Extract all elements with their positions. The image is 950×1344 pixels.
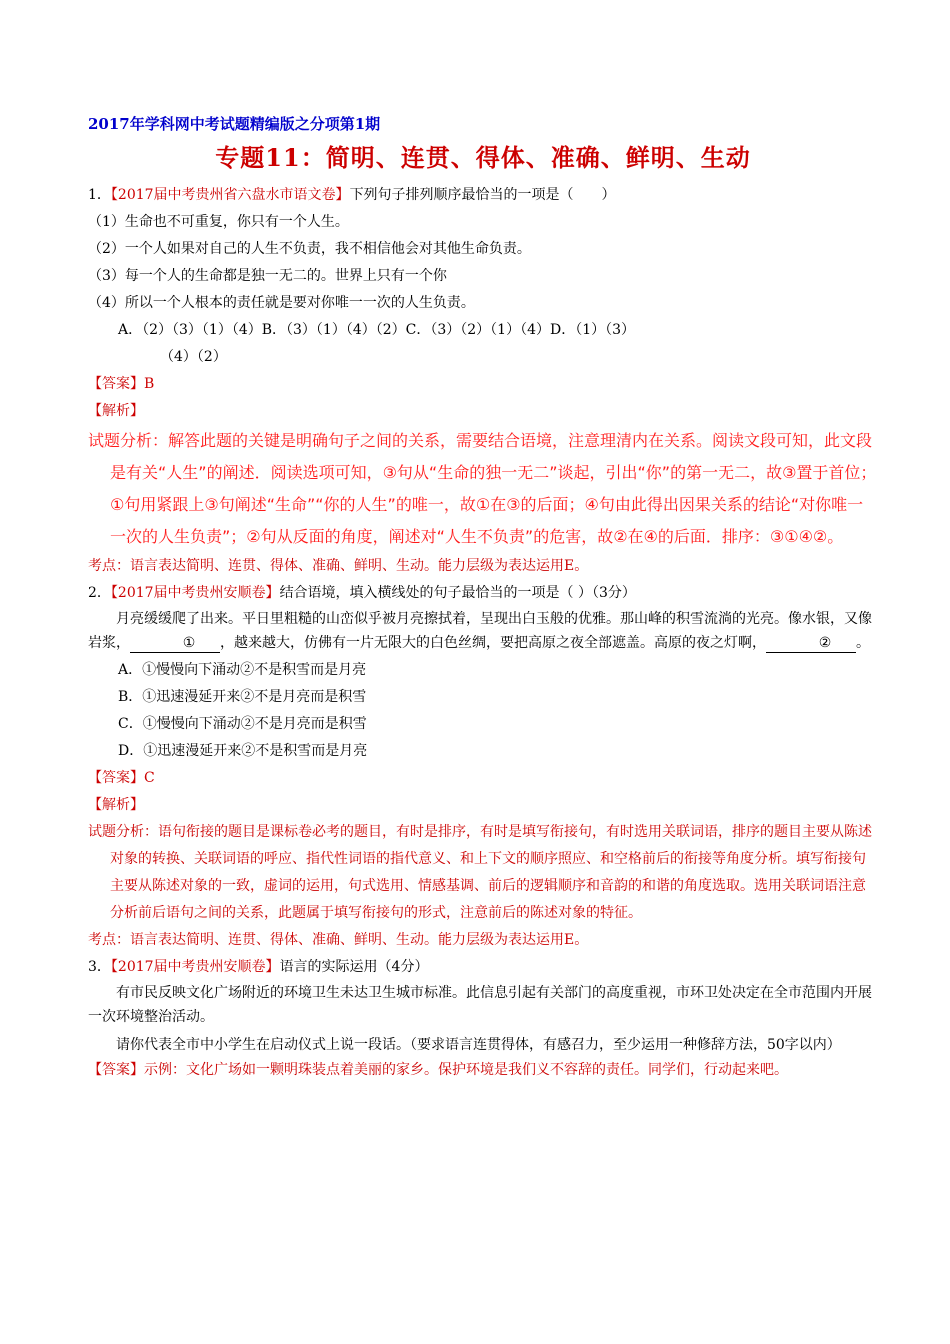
question-source: 【2017届中考贵州省六盘水市语文卷】 (110, 187, 350, 203)
option-b: B．①迅速漫延开来②不是月亮而是积雪 (118, 689, 367, 705)
document-page (88, 112, 878, 1084)
question-3-stem (88, 954, 878, 981)
task-requirement: 请你代表全市中小学生在启动仪式上说一段话。（要求语言连贯得体，有感召力，至少运用一种修辞方法，50字以内） (116, 1037, 841, 1053)
sentence-1: （1）生命也不可重复，你只有一个人生。 (88, 214, 349, 230)
options-line-2: （4）（2） (160, 349, 227, 365)
analysis-tag-2: 【解析】 (88, 797, 144, 813)
question-source: 【2017届中考贵州安顺卷】 (110, 585, 280, 601)
question-1-stem (88, 182, 878, 209)
question-number: 2． (88, 585, 111, 601)
page-title: 专题11：简明、连贯、得体、准确、鲜明、生动 (215, 143, 751, 172)
question-text: 语言的实际运用（4分） (279, 959, 429, 975)
question-2-stem (88, 580, 878, 607)
sentence-3: （3）每一个人的生命都是独一无二的。世界上只有一个你 (88, 268, 447, 284)
question-source: 【2017届中考贵州安顺卷】 (110, 959, 280, 975)
knowledge-point-1: 考点：语言表达简明、连贯、得体、准确、鲜明、生动。能力层级为表达运用E。 (88, 558, 589, 574)
blank-2: ② (766, 634, 856, 653)
series-title: 2017年学科网中考试题精编版之分项第1期 (88, 115, 381, 133)
question-number: 1． (88, 187, 111, 203)
answer-1 (88, 371, 878, 398)
answer-2 (88, 765, 878, 792)
answer-value: C (144, 770, 155, 786)
sentence-2: （2）一个人如果对自己的人生不负责，我不相信他会对其他生命负责。 (88, 241, 531, 257)
option-a: A．①慢慢向下涌动②不是积雪而是月亮 (118, 662, 367, 678)
answer-3 (88, 1057, 878, 1084)
options-line-1: A．（2）（3）（1）（4）B．（3）（1）（4）（2）C．（3）（2）（1）（4）D．（1）（3） (118, 322, 636, 338)
blank-1: ① (130, 634, 220, 653)
analysis-2: 试题分析：语句衔接的题目是课标卷必考的题目，有时是排序，有时是填写衔接句，有时选用关联词语，排序的题目主要从陈述对象的转换、关联词语的呼应、指代性词语的指代意义、和上下文的顺序照应、和空格前后的衔接等角度分析。填写衔接句主要从陈述对象的一致，虚词的运用，句式选用、情感基调、前后的逻辑顺序和音韵的和谐的角度选取。选用关联词语注意分析前后语句之间的关系，此题属于填写衔接句的形式，注意前后的陈述对象的特征。 (88, 824, 872, 921)
question-number: 3． (88, 959, 111, 975)
answer-tag: 【答案】 (88, 1062, 144, 1078)
answer-value: B (144, 376, 155, 392)
option-d: D．①迅速漫延开来②不是积雪而是月亮 (118, 743, 368, 759)
question-text: 结合语境，填入横线处的句子最恰当的一项是（ ）（3分） (279, 585, 636, 601)
sentence-4: （4）所以一个人根本的责任就是要对你唯一一次的人生负责。 (88, 295, 475, 311)
answer-value: 示例：文化广场如一颗明珠装点着美丽的家乡。保护环境是我们义不容辞的责任。同学们，行动起来吧。 (144, 1062, 788, 1078)
task-background: 有市民反映文化广场附近的环境卫生未达卫生城市标准。此信息引起有关部门的高度重视，市环卫处决定在全市范围内开展一次环境整治活动。 (88, 985, 872, 1025)
analysis-tag-1: 【解析】 (88, 403, 144, 419)
knowledge-point-2: 考点：语言表达简明、连贯、得体、准确、鲜明、生动。能力层级为表达运用E。 (88, 932, 589, 948)
question-text: 下列句子排列顺序最恰当的一项是（ ） (349, 187, 616, 203)
option-c: C．①慢慢向下涌动②不是月亮而是积雪 (118, 716, 367, 732)
answer-tag: 【答案】 (88, 376, 144, 392)
reading-passage: 月亮缓缓爬了出来。平日里粗糙的山峦似乎被月亮擦拭着，呈现出白玉般的优雅。那山峰的积雪流淌的光亮。像水银，又像岩浆， ① ，越来越大，仿佛有一片无限大的白色丝绸，要把高原之夜全部遮盖。高原的夜之灯啊， ② 。 (88, 611, 872, 651)
analysis-1: 试题分析：解答此题的关键是明确句子之间的关系，需要结合语境，注意理清内在关系。阅读文段可知，此文段是有关“人生”的阐述．阅读选项可知，③句从“生命的独一无二”谈起，引出“你”的第一无二，故③置于首位；①句用紧跟上③句阐述“生命”“你的人生”的唯一，故①在③的后面；④句由此得出因果关系的结论“对你唯一一次的人生负责”；②句从反面的角度，阐述对“人生不负责”的危害，故②在④的后面．排序：③①④②。 (88, 431, 877, 546)
answer-tag: 【答案】 (88, 770, 144, 786)
